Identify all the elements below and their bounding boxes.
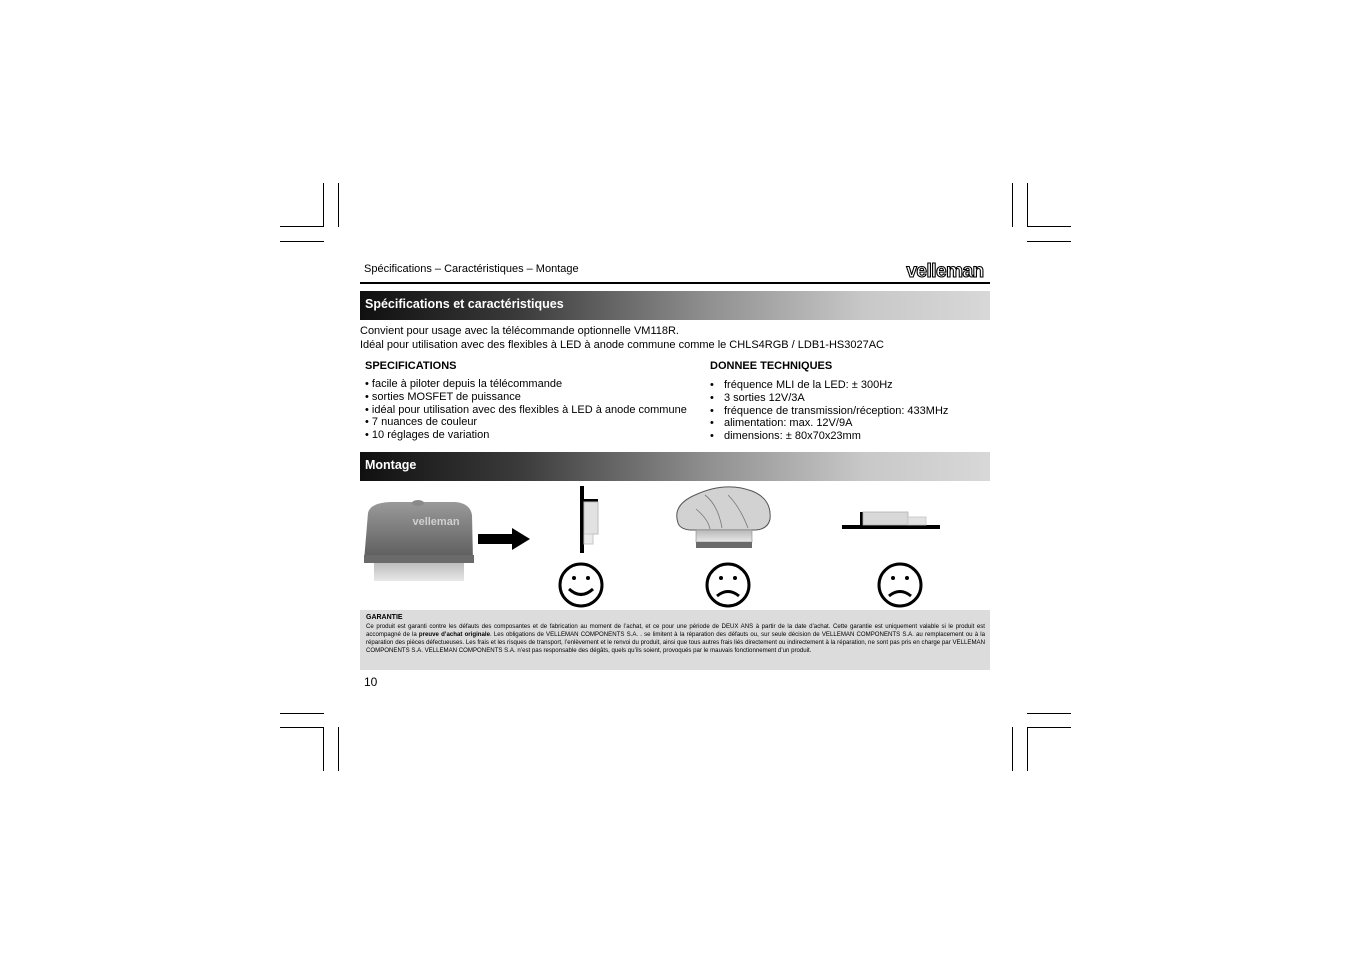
- bullet: •: [710, 404, 714, 417]
- crop-mark: [1027, 713, 1071, 714]
- list-item: • sorties MOSFET de puissance: [365, 390, 521, 403]
- velleman-logo: [898, 261, 992, 281]
- warranty-bold-text: preuve d’achat originale: [418, 631, 490, 639]
- list-item-text: alimentation: max. 12V/9A: [724, 417, 853, 430]
- list-item: [710, 405, 948, 418]
- list-item: [710, 417, 948, 430]
- bullet: •: [710, 379, 714, 391]
- technical-list: [710, 379, 948, 443]
- list-item: [710, 430, 948, 443]
- intro-line: Idéal pour utilisation avec des flexibles à LED à anode commune comme le CHLS4RGB / LDB1-HS3027AC: [360, 338, 884, 351]
- bullet: •: [710, 430, 714, 443]
- flat-mount-view: [842, 512, 940, 529]
- list-item-text: fréquence MLI de la LED: ± 300Hz: [724, 379, 893, 391]
- page-number: 10: [364, 675, 378, 689]
- header-rule: [360, 282, 990, 284]
- intro-line: Convient pour usage avec la télécommande optionnelle VM118R.: [360, 325, 679, 337]
- crop-mark: [280, 727, 324, 728]
- warranty-box: [360, 610, 990, 670]
- warranty-text: [366, 623, 985, 655]
- crop-mark: [1027, 241, 1071, 242]
- logo-text: velleman: [906, 261, 984, 281]
- specifications-heading: SPECIFICATIONS: [365, 360, 457, 372]
- crop-mark: [1027, 727, 1028, 771]
- intro-text: [360, 325, 884, 352]
- crop-mark: [323, 183, 324, 227]
- section-bar-montage: [360, 452, 990, 481]
- crop-mark: [1027, 226, 1071, 227]
- list-item: • facile à piloter depuis la télécommande: [365, 378, 563, 390]
- list-item-text: fréquence de transmission/réception: 433MHz: [724, 404, 949, 417]
- section-title: Montage: [365, 458, 417, 472]
- list-item-text: 3 sorties 12V/3A: [724, 391, 805, 404]
- crop-mark: [1012, 727, 1013, 771]
- device-brand-text: velleman: [412, 516, 460, 528]
- crop-mark: [338, 183, 339, 227]
- list-item: [710, 392, 948, 405]
- smiley-face-icon: [560, 564, 602, 606]
- technical-heading: DONNEE TECHNIQUES: [710, 360, 833, 372]
- sad-face-icon: [879, 564, 921, 606]
- page-header-title: Spécifications – Caractéristiques – Montage: [364, 263, 579, 275]
- warranty-text-part: Ce produit est garanti contre les défauts des composantes et de fabrication au moment de l’achat, et ce pour une période de DEUX ANS à partir de la date d’achat. Cette garantie est uniquement valable si le produit est accompagné de la: [366, 623, 985, 639]
- crop-mark: [1027, 183, 1028, 227]
- bullet: •: [710, 391, 714, 404]
- list-item: [710, 379, 948, 392]
- sad-face-icon: [707, 564, 749, 606]
- crop-mark: [1027, 727, 1071, 728]
- warranty-text-part: . Les obligations de VELLEMAN COMPONENTS S.A. . se limitent à la réparation des défauts ou, sur seule décision de VELLEMAN COMPONENTS S.A. au remplacement ou à la réparation des pièces défectueuses. Les frais et les risques de transport, l’enlèvement et le renvoi du produit, ainsi que tous autres frais liés directement ou indirectement à la réparation, ne sont pas pris en charge par VELLEMAN COMPONENTS S.A. VELLEMAN COMPONENTS S.A. n’est pas responsable des dégâts, quels qu’ils soient, provoqués par le mauvais fonctionnement d’un produit.: [366, 631, 985, 655]
- list-item: • 10 réglages de variation: [365, 429, 490, 442]
- montage-illustration: [360, 483, 990, 608]
- crop-mark: [280, 241, 324, 242]
- section-bar-specifications: [360, 291, 990, 320]
- covered-device-image: [677, 487, 770, 548]
- list-item-text: dimensions: ± 80x70x23mm: [724, 430, 861, 443]
- crop-mark: [280, 713, 324, 714]
- crop-mark: [323, 727, 324, 771]
- section-title: Spécifications et caractéristiques: [365, 297, 564, 311]
- crop-mark: [280, 226, 324, 227]
- crop-mark: [338, 727, 339, 771]
- arrow-right-icon: [478, 528, 530, 550]
- bullet: •: [710, 417, 714, 430]
- crop-mark: [1012, 183, 1013, 227]
- controller-device-image: [364, 500, 474, 581]
- specifications-list: [365, 378, 687, 442]
- wall-mount-side-view: [580, 486, 598, 553]
- warranty-title: GARANTIE: [366, 614, 403, 621]
- list-item: • 7 nuances de couleur: [365, 416, 478, 429]
- list-item: • idéal pour utilisation avec des flexibles à LED à anode commune: [365, 403, 687, 416]
